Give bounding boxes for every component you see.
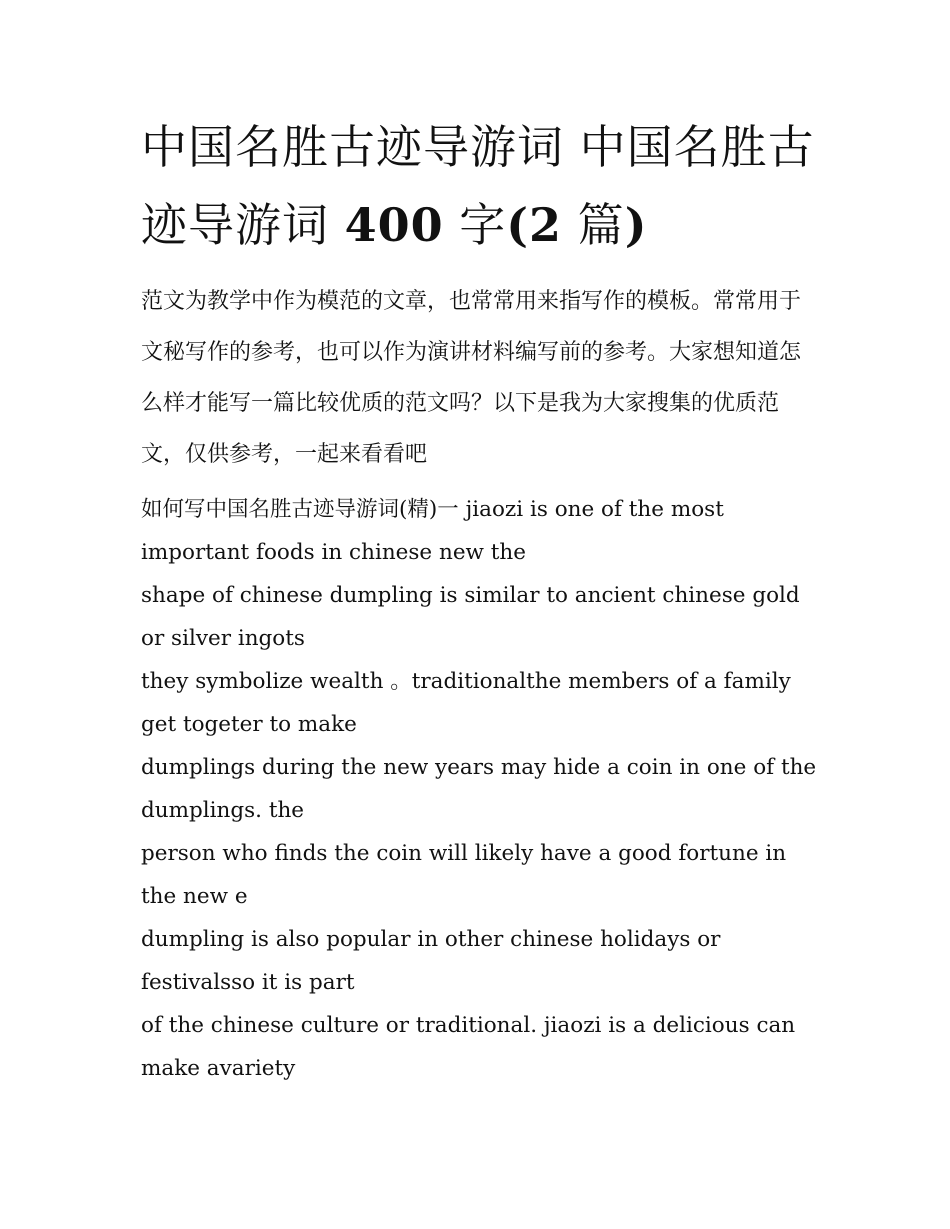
title-paren-close: ) — [624, 198, 648, 252]
body-paragraph: dumpling is also popular in other chinese holidays or festivalsso it is part — [141, 927, 721, 995]
body-paragraph: of the chinese culture or traditional. jiaozi is a delicious can make avariety — [141, 1013, 796, 1081]
body-paragraph: person who finds the coin will likely have a good fortune in the new e — [141, 841, 787, 909]
title-number: 400 — [344, 198, 444, 252]
document-page — [141, 108, 821, 1090]
title-count: 2 — [529, 198, 563, 252]
body-paragraph: dumplings during the new years may hide a coin in one of the dumplings. the — [141, 755, 817, 823]
document-title — [141, 108, 821, 264]
title-text-2: 字 — [443, 198, 507, 252]
body-paragraph: 如何写中国名胜古迹导游词(精)一 jiaozi is one of the most important foods in chinese new the — [141, 497, 724, 565]
title-paren-open: ( — [506, 198, 530, 252]
body-text — [141, 488, 821, 1090]
body-paragraph: they symbolize wealth 。traditionalthe members of a family get togeter to make — [141, 669, 791, 737]
title-text-1: 中国名胜古迹导游词 中国名胜古迹导游词 — [141, 120, 815, 252]
title-text-3: 篇 — [562, 198, 625, 252]
body-paragraph: shape of chinese dumpling is similar to ancient chinese gold or silver ingots — [141, 583, 800, 651]
intro-paragraph: 范文为教学中作为模范的文章，也常常用来指写作的模板。常常用于文秘写作的参考，也可以作为演讲材料编写前的参考。大家想知道怎么样才能写一篇比较优质的范文吗？以下是我为大家搜集的优质范文，仅供参考，一起来看看吧 — [141, 289, 802, 467]
